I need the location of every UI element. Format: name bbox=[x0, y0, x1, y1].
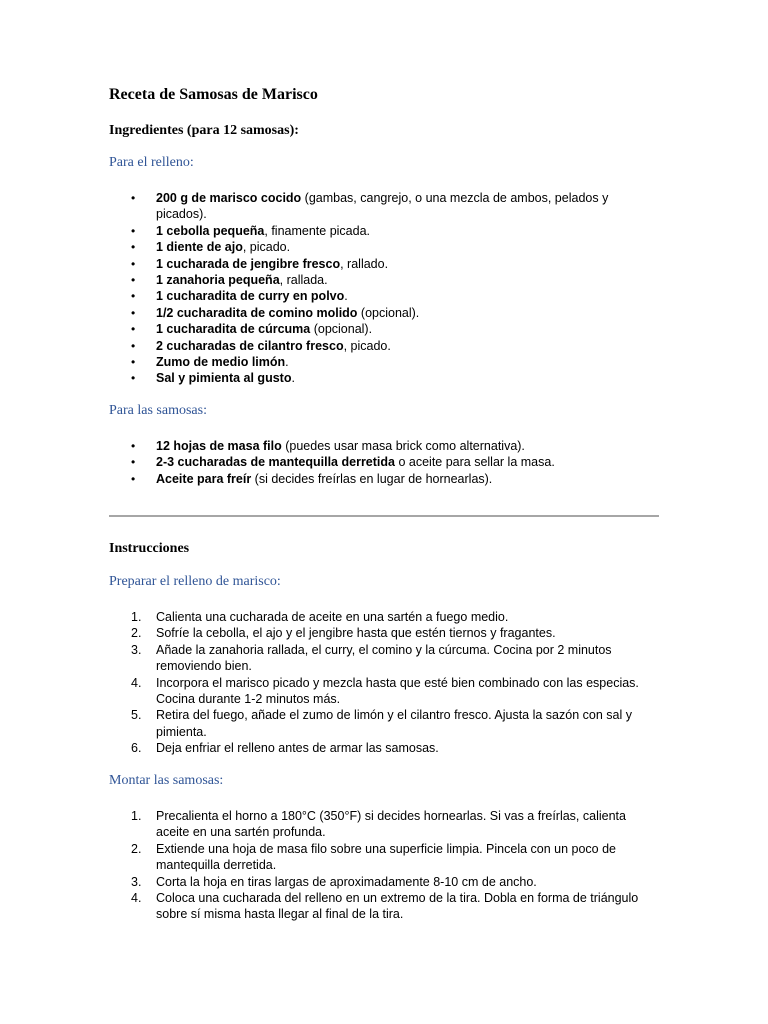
step-item bbox=[109, 707, 649, 740]
step-text: Deja enfriar el relleno antes de armar las samosas. bbox=[156, 741, 439, 756]
bullet-icon: • bbox=[131, 371, 136, 386]
step-text: Precalienta el horno a 180°C (350°F) si decides hornearlas. Si vas a freírlas, calienta aceite en una sartén profunda. bbox=[156, 809, 626, 840]
bullet-icon: • bbox=[131, 289, 136, 304]
list-item bbox=[109, 471, 649, 487]
ingredient-name: 1 cucharadita de curry en polvo bbox=[156, 289, 345, 304]
bullet-icon: • bbox=[131, 273, 136, 288]
step-number: 1. bbox=[131, 809, 142, 823]
filling-heading: Para el relleno: bbox=[109, 155, 194, 170]
bullet-icon: • bbox=[131, 455, 136, 470]
list-item bbox=[109, 239, 649, 255]
bullet-icon: • bbox=[131, 471, 136, 486]
list-item bbox=[109, 321, 649, 337]
bullet-icon: • bbox=[131, 322, 136, 337]
ingredient-name: 2-3 cucharadas de mantequilla derretida bbox=[156, 455, 395, 470]
ingredient-detail: , picado. bbox=[343, 338, 391, 353]
list-item bbox=[109, 190, 649, 223]
step-item bbox=[109, 890, 649, 923]
list-item bbox=[109, 288, 649, 304]
samosas-heading: Para las samosas: bbox=[109, 403, 207, 418]
step-number: 3. bbox=[131, 874, 142, 889]
ingredient-name: 1 cucharadita de cúrcuma bbox=[156, 322, 311, 337]
ingredient-detail: (gambas, cangrejo, o una mezcla de ambos, pelados y picados). bbox=[156, 191, 609, 222]
step-text: Corta la hoja en tiras largas de aproximadamente 8-10 cm de ancho. bbox=[156, 874, 537, 889]
filling-list bbox=[109, 190, 649, 387]
bullet-icon: • bbox=[131, 240, 136, 255]
step-item bbox=[109, 841, 649, 874]
step-item bbox=[109, 740, 649, 756]
bullet-icon: • bbox=[131, 355, 136, 370]
samosas-list bbox=[109, 438, 649, 487]
bullet-icon: • bbox=[131, 305, 136, 320]
assemble-steps-list bbox=[109, 808, 649, 923]
ingredient-detail: , rallado. bbox=[340, 256, 389, 271]
list-item bbox=[109, 338, 649, 354]
list-item bbox=[109, 256, 649, 272]
ingredient-name: 1 diente de ajo bbox=[156, 240, 243, 255]
step-number: 2. bbox=[131, 626, 142, 641]
ingredient-name: 1/2 cucharadita de comino molido bbox=[156, 305, 358, 320]
ingredient-name: 1 cucharada de jengibre fresco bbox=[156, 256, 341, 271]
ingredient-detail: (opcional). bbox=[357, 305, 420, 320]
step-number: 3. bbox=[131, 642, 142, 657]
ingredient-detail: , rallada. bbox=[279, 273, 328, 288]
ingredient-name: Sal y pimienta al gusto bbox=[156, 371, 292, 386]
list-item bbox=[109, 223, 649, 239]
ingredient-name: 12 hojas de masa filo bbox=[156, 439, 282, 453]
bullet-icon: • bbox=[131, 439, 136, 453]
step-text: Calienta una cucharada de aceite en una sartén a fuego medio. bbox=[156, 610, 509, 624]
ingredient-name: 200 g de marisco cocido bbox=[156, 191, 302, 205]
step-item bbox=[109, 642, 649, 675]
step-text: Sofríe la cebolla, el ajo y el jengibre hasta que estén tiernos y fragantes. bbox=[156, 626, 556, 641]
ingredient-detail: , picado. bbox=[242, 240, 291, 255]
ingredient-name: Aceite para freír bbox=[156, 471, 252, 486]
bullet-icon: • bbox=[131, 191, 136, 205]
step-item bbox=[109, 808, 649, 841]
list-item bbox=[109, 454, 649, 470]
list-item bbox=[109, 370, 649, 386]
step-item bbox=[109, 609, 649, 625]
ingredient-detail: . bbox=[285, 355, 289, 370]
list-item bbox=[109, 354, 649, 370]
ingredient-name: 1 cebolla pequeña bbox=[156, 223, 265, 238]
prepare-steps-list bbox=[109, 609, 649, 757]
step-text: Extiende una hoja de masa filo sobre una superficie limpia. Pincela con un poco de mantequilla derretida. bbox=[156, 841, 617, 873]
instructions-heading: Instrucciones bbox=[109, 541, 190, 556]
horizontal-divider bbox=[109, 515, 659, 517]
step-number: 1. bbox=[131, 610, 142, 624]
step-text: Coloca una cucharada del relleno en un extremo de la tira. Dobla en forma de triángulo sobre sí misma hasta llegar al final de la tira. bbox=[156, 891, 639, 922]
list-item bbox=[109, 305, 649, 321]
ingredient-detail: (si decides freírlas en lugar de hornearlas). bbox=[251, 471, 493, 486]
step-item bbox=[109, 874, 649, 890]
prepare-heading: Preparar el relleno de marisco: bbox=[109, 574, 281, 589]
ingredients-heading: Ingredientes (para 12 samosas): bbox=[109, 123, 299, 138]
ingredient-detail: (puedes usar masa brick como alternativa). bbox=[281, 439, 525, 453]
ingredient-name: 1 zanahoria pequeña bbox=[156, 273, 280, 288]
list-item bbox=[109, 438, 649, 454]
step-number: 4. bbox=[131, 891, 142, 906]
ingredient-detail: o aceite para sellar la masa. bbox=[394, 455, 555, 470]
bullet-icon: • bbox=[131, 338, 136, 353]
step-text: Incorpora el marisco picado y mezcla hasta que esté bien combinado con las especias. Cocina durante 1-2 minutos más. bbox=[156, 675, 639, 707]
step-item bbox=[109, 625, 649, 641]
step-number: 2. bbox=[131, 841, 142, 856]
ingredient-detail: . bbox=[291, 371, 295, 386]
step-number: 4. bbox=[131, 675, 142, 690]
bullet-icon: • bbox=[131, 223, 136, 238]
page-title: Receta de Samosas de Marisco bbox=[109, 86, 318, 103]
ingredient-name: Zumo de medio limón bbox=[156, 355, 286, 370]
list-item bbox=[109, 272, 649, 288]
assemble-heading: Montar las samosas: bbox=[109, 773, 224, 788]
ingredient-detail: (opcional). bbox=[310, 322, 373, 337]
ingredient-detail: , finamente picada. bbox=[264, 223, 370, 238]
step-item bbox=[109, 675, 649, 708]
step-text: Retira del fuego, añade el zumo de limón y el cilantro fresco. Ajusta la sazón con sal y pimienta. bbox=[156, 708, 632, 739]
ingredient-name: 2 cucharadas de cilantro fresco bbox=[156, 338, 344, 353]
step-text: Añade la zanahoria rallada, el curry, el comino y la cúrcuma. Cocina por 2 minutos removiendo bien. bbox=[156, 642, 612, 674]
bullet-icon: • bbox=[131, 256, 136, 271]
ingredient-detail: . bbox=[344, 289, 348, 304]
step-number: 6. bbox=[131, 741, 142, 756]
step-number: 5. bbox=[131, 708, 142, 723]
